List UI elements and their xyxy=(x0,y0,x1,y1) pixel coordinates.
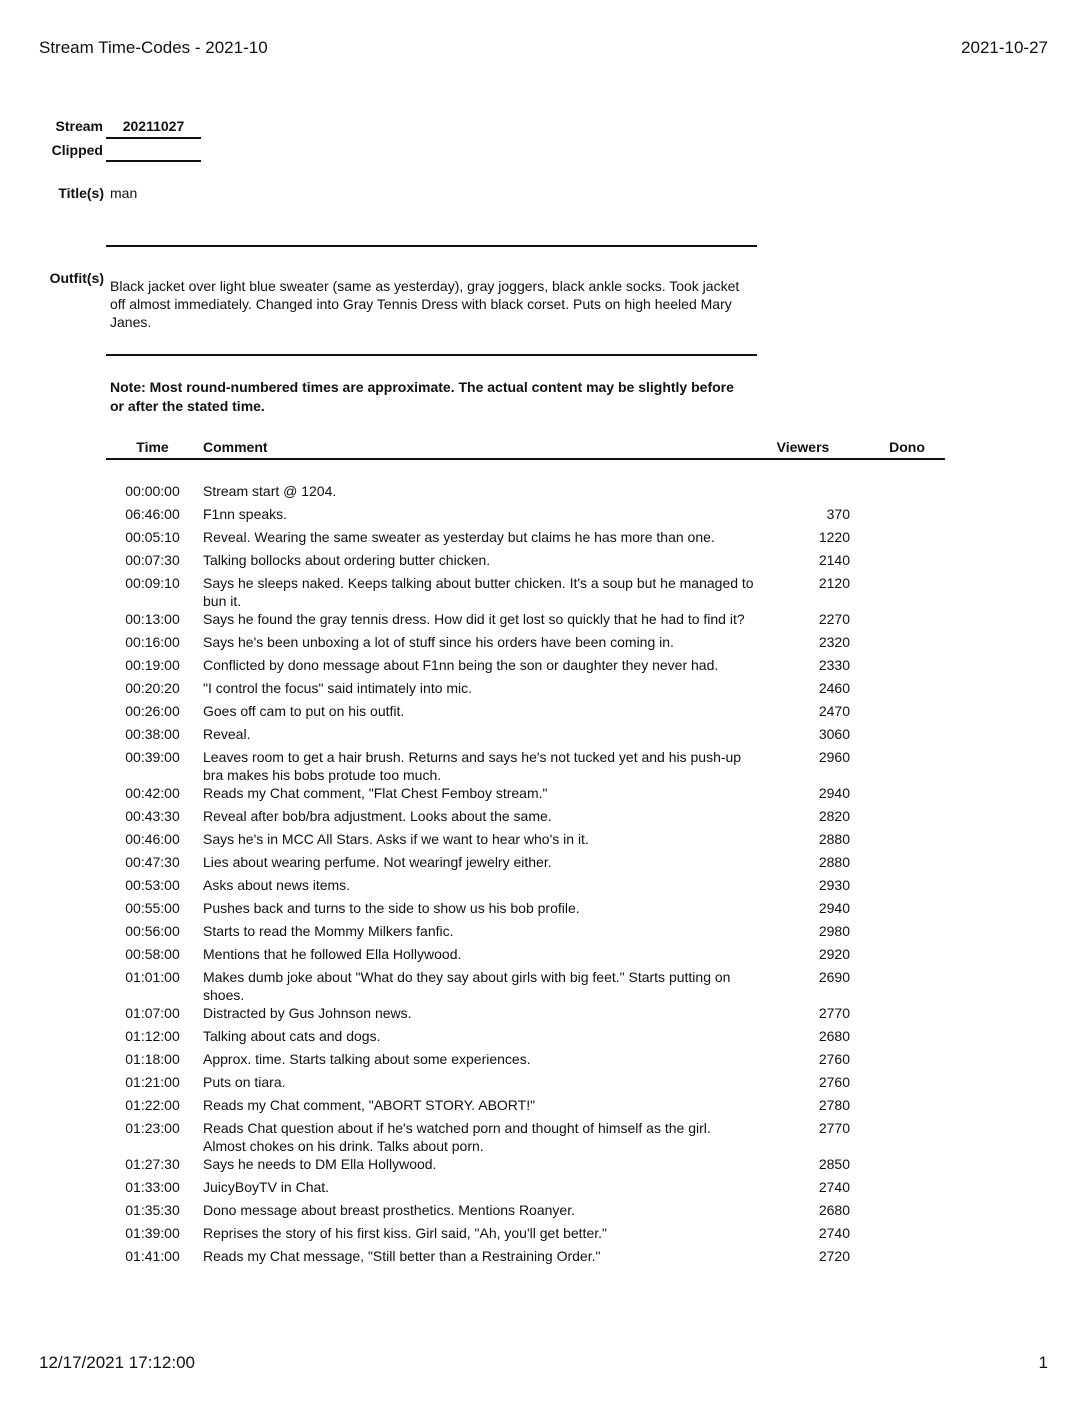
row-viewers: 2740 xyxy=(818,1179,850,1195)
row-dono xyxy=(850,968,945,1004)
row-time: 00:09:10 xyxy=(125,575,180,591)
table-row xyxy=(106,1096,945,1119)
row-comment: "I control the focus" said intimately into mic. xyxy=(203,680,473,696)
row-dono xyxy=(850,807,945,830)
table-row xyxy=(106,725,945,748)
row-dono xyxy=(850,876,945,899)
row-comment: F1nn speaks. xyxy=(203,506,288,522)
row-time: 00:55:00 xyxy=(125,900,180,916)
row-comment: Lies about wearing perfume. Not wearingf jewelry either. xyxy=(203,854,552,870)
column-header-viewers: Viewers xyxy=(776,439,830,455)
outfits-divider xyxy=(106,354,757,356)
row-time: 01:22:00 xyxy=(125,1097,180,1113)
row-viewers: 2460 xyxy=(818,680,850,696)
stream-underline xyxy=(106,137,201,139)
row-time: 00:19:00 xyxy=(125,657,180,673)
row-viewers: 2740 xyxy=(818,1225,850,1241)
table-row xyxy=(106,748,945,784)
table-row xyxy=(106,945,945,968)
row-viewers: 2680 xyxy=(818,1202,850,1218)
row-time: 00:58:00 xyxy=(125,946,180,962)
row-dono xyxy=(850,1201,945,1224)
titles-value: man xyxy=(110,185,138,201)
row-dono xyxy=(850,1155,945,1178)
row-comment: Reveal after bob/bra adjustment. Looks about the same. xyxy=(203,808,552,824)
row-comment: Pushes back and turns to the side to show us his bob profile. xyxy=(203,900,580,916)
table-row xyxy=(106,807,945,830)
row-dono xyxy=(850,505,945,528)
stream-label: Stream xyxy=(55,118,103,134)
row-comment: Stream start @ 1204. xyxy=(203,483,337,499)
row-dono xyxy=(850,679,945,702)
row-viewers: 2940 xyxy=(818,785,850,801)
clipped-underline xyxy=(106,160,201,162)
row-viewers: 1220 xyxy=(818,529,850,545)
row-time: 00:53:00 xyxy=(125,877,180,893)
row-comment: Starts to read the Mommy Milkers fanfic. xyxy=(203,923,454,939)
row-viewers: 2850 xyxy=(818,1156,850,1172)
row-comment: Puts on tiara. xyxy=(203,1074,286,1090)
row-dono xyxy=(850,528,945,551)
row-time: 01:18:00 xyxy=(125,1051,180,1067)
row-time: 00:38:00 xyxy=(125,726,180,742)
row-time: 00:20:20 xyxy=(125,680,180,696)
row-dono xyxy=(850,1119,945,1155)
row-comment: Says he needs to DM Ella Hollywood. xyxy=(203,1156,437,1172)
row-dono xyxy=(850,1073,945,1096)
row-dono xyxy=(850,1096,945,1119)
row-dono xyxy=(850,853,945,876)
row-dono xyxy=(850,922,945,945)
row-viewers: 3060 xyxy=(818,726,850,742)
table-row xyxy=(106,1155,945,1178)
row-time: 00:26:00 xyxy=(125,703,180,719)
row-viewers: 2270 xyxy=(818,611,850,627)
approximation-note: Note: Most round-numbered times are approximate. The actual content may be slightly before or after the stated time. xyxy=(110,379,734,414)
row-time: 01:01:00 xyxy=(125,969,180,985)
row-time: 00:47:30 xyxy=(125,854,180,870)
table-row xyxy=(106,853,945,876)
row-viewers: 2760 xyxy=(818,1074,850,1090)
row-dono xyxy=(850,784,945,807)
row-viewers: 2470 xyxy=(818,703,850,719)
timecode-table xyxy=(106,482,945,1270)
row-time: 06:46:00 xyxy=(125,506,180,522)
row-comment: Says he found the gray tennis dress. How did it get lost so quickly that he had to find it? xyxy=(203,611,745,627)
titles-divider xyxy=(106,245,757,247)
row-viewers: 2120 xyxy=(818,575,850,591)
row-viewers: 2140 xyxy=(818,552,850,568)
row-comment: Reveal. Wearing the same sweater as yesterday but claims he has more than one. xyxy=(203,529,715,545)
table-row xyxy=(106,1224,945,1247)
row-time: 00:13:00 xyxy=(125,611,180,627)
table-row xyxy=(106,702,945,725)
row-comment: JuicyBoyTV in Chat. xyxy=(203,1179,330,1195)
row-time: 01:27:30 xyxy=(125,1156,180,1172)
row-comment: Says he's in MCC All Stars. Asks if we want to hear who's in it. xyxy=(203,831,589,847)
row-dono xyxy=(850,482,945,505)
row-comment: Reads my Chat comment, "ABORT STORY. ABORT!" xyxy=(203,1097,536,1113)
row-time: 00:42:00 xyxy=(125,785,180,801)
table-row xyxy=(106,574,945,610)
row-viewers: 2760 xyxy=(818,1051,850,1067)
outfits-label: Outfit(s) xyxy=(49,270,104,286)
row-time: 01:07:00 xyxy=(125,1005,180,1021)
row-dono xyxy=(850,1004,945,1027)
row-viewers: 2330 xyxy=(818,657,850,673)
row-time: 00:39:00 xyxy=(125,749,180,765)
table-row xyxy=(106,1027,945,1050)
row-dono xyxy=(850,633,945,656)
row-viewers: 370 xyxy=(826,506,850,522)
row-time: 01:35:30 xyxy=(125,1202,180,1218)
row-dono xyxy=(850,551,945,574)
row-viewers: 2930 xyxy=(818,877,850,893)
page-date: 2021-10-27 xyxy=(961,38,1048,57)
stream-value: 20211027 xyxy=(122,118,185,134)
table-row xyxy=(106,1247,945,1270)
row-dono xyxy=(850,1247,945,1270)
row-comment: Reprises the story of his first kiss. Girl said, "Ah, you'll get better." xyxy=(203,1225,607,1241)
row-comment: Reads my Chat comment, "Flat Chest Femboy stream." xyxy=(203,785,548,801)
table-row xyxy=(106,1050,945,1073)
row-time: 00:56:00 xyxy=(125,923,180,939)
row-dono xyxy=(850,702,945,725)
table-header-rule xyxy=(106,458,945,460)
row-time: 01:41:00 xyxy=(125,1248,180,1264)
row-viewers: 2940 xyxy=(818,900,850,916)
row-comment: Dono message about breast prosthetics. Mentions Roanyer. xyxy=(203,1202,575,1218)
table-row xyxy=(106,968,945,1004)
row-dono xyxy=(850,1027,945,1050)
row-viewers: 2780 xyxy=(818,1097,850,1113)
table-row xyxy=(106,610,945,633)
row-viewers: 2770 xyxy=(818,1005,850,1021)
row-comment: Leaves room to get a hair brush. Returns and says he's not tucked yet and his push-up bra makes his bobs protude too much. xyxy=(203,749,742,783)
table-row xyxy=(106,505,945,528)
column-header-dono: Dono xyxy=(889,439,925,455)
row-viewers: 2320 xyxy=(818,634,850,650)
row-viewers xyxy=(754,482,850,505)
row-dono xyxy=(850,656,945,679)
row-time: 00:43:30 xyxy=(125,808,180,824)
row-time: 01:33:00 xyxy=(125,1179,180,1195)
row-viewers: 2960 xyxy=(818,749,850,765)
table-row xyxy=(106,876,945,899)
row-dono xyxy=(850,725,945,748)
row-comment: Says he's been unboxing a lot of stuff since his orders have been coming in. xyxy=(203,634,674,650)
row-time: 01:39:00 xyxy=(125,1225,180,1241)
row-dono xyxy=(850,574,945,610)
table-row xyxy=(106,1073,945,1096)
table-row xyxy=(106,922,945,945)
row-comment: Talking about cats and dogs. xyxy=(203,1028,381,1044)
row-dono xyxy=(850,1224,945,1247)
row-comment: Distracted by Gus Johnson news. xyxy=(203,1005,412,1021)
table-row xyxy=(106,1119,945,1155)
row-time: 00:05:10 xyxy=(125,529,180,545)
row-viewers: 2690 xyxy=(818,969,850,985)
table-row xyxy=(106,633,945,656)
row-time: 01:12:00 xyxy=(125,1028,180,1044)
row-comment: Makes dumb joke about "What do they say about girls with big feet." Starts putting on shoes. xyxy=(203,969,731,1003)
table-row xyxy=(106,1004,945,1027)
row-dono xyxy=(850,610,945,633)
row-comment: Asks about news items. xyxy=(203,877,351,893)
row-time: 00:07:30 xyxy=(125,552,180,568)
row-comment: Reveal. xyxy=(203,726,251,742)
row-dono xyxy=(850,945,945,968)
row-dono xyxy=(850,1050,945,1073)
row-comment: Goes off cam to put on his outfit. xyxy=(203,703,405,719)
row-dono xyxy=(850,748,945,784)
table-row xyxy=(106,899,945,922)
row-dono xyxy=(850,899,945,922)
table-row xyxy=(106,679,945,702)
row-viewers: 2980 xyxy=(818,923,850,939)
table-row xyxy=(106,551,945,574)
footer-timestamp: 12/17/2021 17:12:00 xyxy=(39,1353,195,1372)
row-comment: Approx. time. Starts talking about some experiences. xyxy=(203,1051,531,1067)
row-comment: Conflicted by dono message about F1nn being the son or daughter they never had. xyxy=(203,657,719,673)
row-comment: Says he sleeps naked. Keeps talking about butter chicken. It's a soup but he managed to bun it. xyxy=(203,575,754,609)
row-time: 01:21:00 xyxy=(125,1074,180,1090)
row-comment: Talking bollocks about ordering butter chicken. xyxy=(203,552,491,568)
row-comment: Reads my Chat message, "Still better than a Restraining Order." xyxy=(203,1248,601,1264)
table-row xyxy=(106,656,945,679)
clipped-label: Clipped xyxy=(51,142,103,158)
row-comment: Reads Chat question about if he's watched porn and thought of himself as the girl. Almost chokes on his drink. Talks about porn. xyxy=(203,1120,711,1154)
table-row xyxy=(106,528,945,551)
row-viewers: 2720 xyxy=(818,1248,850,1264)
row-viewers: 2770 xyxy=(818,1120,850,1136)
row-time: 00:00:00 xyxy=(125,483,180,499)
row-viewers: 2920 xyxy=(818,946,850,962)
row-viewers: 2680 xyxy=(818,1028,850,1044)
table-row xyxy=(106,830,945,853)
row-time: 01:23:00 xyxy=(125,1120,180,1136)
row-dono xyxy=(850,1178,945,1201)
row-time: 00:16:00 xyxy=(125,634,180,650)
titles-label: Title(s) xyxy=(58,185,104,201)
table-row xyxy=(106,784,945,807)
table-row xyxy=(106,482,945,505)
page-title: Stream Time-Codes - 2021-10 xyxy=(39,38,268,57)
page-number: 1 xyxy=(1038,1353,1048,1372)
row-time: 00:46:00 xyxy=(125,831,180,847)
row-viewers: 2880 xyxy=(818,831,850,847)
column-header-comment: Comment xyxy=(203,439,268,455)
row-dono xyxy=(850,830,945,853)
table-row xyxy=(106,1178,945,1201)
column-header-time: Time xyxy=(136,439,169,455)
outfits-value: Black jacket over light blue sweater (same as yesterday), gray joggers, black ankle socks. Took jacket off almost immediately. Changed into Gray Tennis Dress with black corset. Puts on high heeled Mary Janes. xyxy=(110,278,740,330)
row-comment: Mentions that he followed Ella Hollywood. xyxy=(203,946,462,962)
table-row xyxy=(106,1201,945,1224)
row-viewers: 2880 xyxy=(818,854,850,870)
row-viewers: 2820 xyxy=(818,808,850,824)
